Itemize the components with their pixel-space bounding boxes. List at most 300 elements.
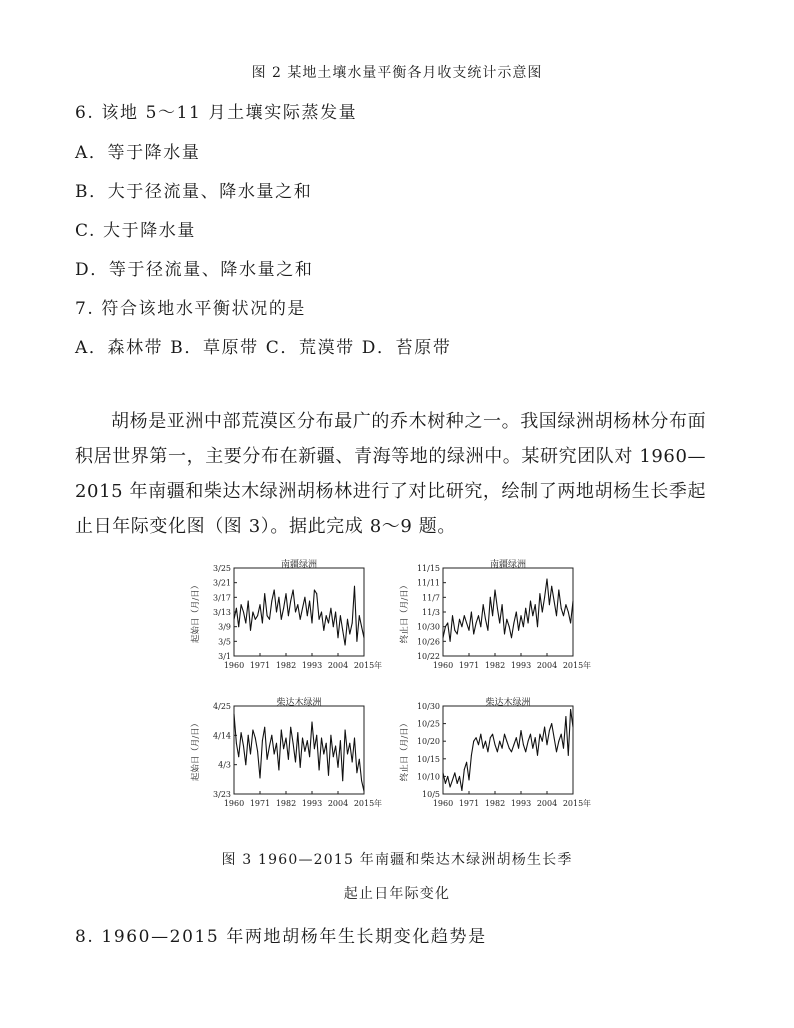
data-point [558,741,559,742]
data-point [321,738,322,739]
data-point [450,641,451,642]
data-point [461,790,462,791]
data-point [513,744,514,745]
data-point [264,593,265,594]
data-point [509,626,510,627]
data-point [338,637,339,638]
data-point [473,741,474,742]
data-point [286,738,287,739]
data-point [452,615,453,616]
data-point [483,748,484,749]
data-point [290,727,291,728]
data-point [502,748,503,749]
question-6-option-b: B．大于径流量、降水量之和 [75,182,313,202]
data-point [464,615,465,616]
data-point [364,637,365,638]
x-tick-label: 2015 [353,661,375,670]
x-tick-label: 1960 [223,799,245,808]
data-point [262,740,263,741]
data-point [506,741,507,742]
data-point [461,626,462,627]
data-point [492,734,493,735]
data-point [248,601,249,602]
data-point [342,630,343,631]
data-point [499,741,500,742]
data-point [561,734,562,735]
y-tick-label: 4/3 [218,760,231,770]
data-point [300,767,301,768]
series-line [443,710,573,791]
y-axis-label: 起始日（月/日） [191,580,201,644]
data-point [535,604,536,605]
data-point [565,716,566,717]
series-line [443,579,573,641]
data-point [487,751,488,752]
data-point [523,626,524,627]
y-tick-label: 10/22 [416,652,440,661]
data-point [549,604,550,605]
data-point [250,630,251,631]
data-point [269,746,270,747]
data-point [323,630,324,631]
y-tick-label: 10/25 [416,719,440,729]
figure-3-caption-line1: 图 3 1960—2015 年南疆和柴达木绿洲胡杨生长季 [221,852,573,868]
data-point [495,744,496,745]
data-point [523,744,524,745]
data-point [443,637,444,638]
y-tick-label: 11/15 [416,564,440,573]
data-point [328,775,329,776]
data-point [454,772,455,773]
data-point [521,615,522,616]
data-point [342,780,343,781]
x-tick-label: 1971 [249,661,271,670]
y-tick-label: 3/17 [213,593,231,603]
data-point [345,730,346,731]
data-point [466,762,467,763]
x-tick-label: 1982 [484,661,506,670]
x-unit-label: 年 [583,661,591,670]
data-point [278,597,279,598]
series-line [234,586,364,645]
data-point [356,641,357,642]
data-point [573,727,574,728]
data-point [568,755,569,756]
x-unit-label: 年 [583,799,591,808]
data-point [511,751,512,752]
data-point [471,755,472,756]
data-point [554,601,555,602]
data-point [528,741,529,742]
data-point [457,634,458,635]
data-point [549,730,550,731]
data-point [314,748,315,749]
x-tick-label: 1982 [484,799,506,808]
x-tick-label: 1971 [458,799,480,808]
data-point [297,604,298,605]
y-tick-label: 3/5 [218,637,231,647]
data-point [281,619,282,620]
data-point [304,597,305,598]
data-point [309,756,310,757]
y-tick-label: 10/10 [416,772,440,782]
data-point [497,608,498,609]
data-point [250,754,251,755]
data-point [352,623,353,624]
data-point [558,590,559,591]
data-point [554,737,555,738]
question-8-stem: 8. 1960—2015 年两地胡杨年生长期变化趋势是 [75,927,487,947]
data-point [361,780,362,781]
x-tick-label: 2004 [327,661,349,670]
y-tick-label: 11/11 [416,578,440,588]
series-line [234,714,364,791]
data-point [504,734,505,735]
x-tick-label: 2015 [562,661,584,670]
data-point [238,626,239,627]
y-tick-label: 10/30 [416,622,440,632]
data-point [516,737,517,738]
data-point [297,732,298,733]
data-point [542,741,543,742]
data-point [487,630,488,631]
data-point [528,623,529,624]
plot-frame [443,568,573,656]
data-point [243,746,244,747]
data-point [518,748,519,749]
data-point [469,630,470,631]
data-point [314,590,315,591]
data-point [478,744,479,745]
y-tick-label: 3/21 [213,578,231,588]
y-tick-label: 3/23 [213,790,231,799]
data-point [539,593,540,594]
chart-qaidam-start [186,696,381,820]
x-tick-label: 2015 [353,799,375,808]
data-point [234,619,235,620]
data-point [276,743,277,744]
data-point [255,619,256,620]
data-point [361,626,362,627]
reading-passage: 胡杨是亚洲中部荒漠区分布最广的乔木树种之一。我国绿洲胡杨林分布面积居世界第一，主要分布在新疆、青海等地的绿洲中。某研究团队对 1960—2015 年南疆和柴达木绿洲胡杨林进行了对比研究，绘制了两地胡杨生长季起止日年际变化图（图 3）。据此完成 8～9 题。 [75,411,707,537]
data-point [521,730,522,731]
data-point [312,623,313,624]
chart-title: 南疆绿洲 [280,560,318,570]
data-point [276,612,277,613]
data-point [445,626,446,627]
data-point [359,615,360,616]
data-point [537,755,538,756]
data-point [245,764,246,765]
y-tick-label: 3/25 [213,564,231,573]
data-point [293,590,294,591]
question-6-option-a: A．等于降水量 [75,143,201,163]
x-tick-label: 1993 [301,799,323,808]
data-point [283,748,284,749]
data-point [480,626,481,627]
data-point [319,619,320,620]
question-6-stem: 6. 该地 5～11 月土壤实际蒸发量 [75,103,358,123]
data-point [530,734,531,735]
data-point [340,615,341,616]
data-point [286,593,287,594]
data-point [264,727,265,728]
data-point [551,586,552,587]
data-point [473,634,474,635]
data-point [570,623,571,624]
data-point [561,608,562,609]
data-point [295,612,296,613]
data-point [356,772,357,773]
data-point [556,751,557,752]
data-point [464,769,465,770]
figure-3-caption-line2: 起止日年际变化 [343,886,451,902]
data-point [288,759,289,760]
data-point [257,751,258,752]
data-point [295,762,296,763]
y-tick-label: 10/15 [416,754,440,764]
data-point [252,730,253,731]
data-point [490,737,491,738]
data-point [304,751,305,752]
data-point [476,623,477,624]
data-point [466,623,467,624]
data-point [516,612,517,613]
y-tick-label: 10/30 [416,702,440,711]
data-point [563,748,564,749]
chart-nanjiang-start [186,558,381,680]
data-point [300,619,301,620]
data-point [260,778,261,779]
y-tick-label: 11/7 [422,593,440,603]
x-tick-label: 1960 [223,661,245,670]
data-point [274,754,275,755]
data-point [243,612,244,613]
data-point [471,612,472,613]
data-point [241,604,242,605]
data-point [447,623,448,624]
data-point [364,791,365,792]
data-point [495,590,496,591]
data-point [359,759,360,760]
data-point [542,612,543,613]
data-point [245,623,246,624]
data-point [539,734,540,735]
data-point [236,743,237,744]
chart-title: 南疆绿洲 [489,560,527,570]
data-point [267,759,268,760]
y-tick-label: 4/14 [213,731,231,741]
data-point [565,604,566,605]
data-point [443,772,444,773]
data-point [502,604,503,605]
data-point [241,732,242,733]
x-tick-label: 2004 [536,799,558,808]
data-point [483,604,484,605]
data-point [278,770,279,771]
data-point [485,619,486,620]
data-point [497,751,498,752]
data-point [532,748,533,749]
data-point [328,623,329,624]
data-point [547,579,548,580]
data-point [445,783,446,784]
data-point [547,744,548,745]
x-unit-label: 年 [374,661,382,670]
data-point [302,608,303,609]
question-7-options: A．森林带 B．草原带 C．荒漠带 D．苔原带 [75,338,452,358]
data-point [349,634,350,635]
data-point [283,608,284,609]
data-point [319,770,320,771]
data-point [492,615,493,616]
data-point [535,737,536,738]
data-point [573,601,574,602]
data-point [530,601,531,602]
y-tick-label: 11/3 [422,608,440,617]
data-point [511,637,512,638]
data-point [267,615,268,616]
data-point [238,756,239,757]
data-point [525,608,526,609]
data-point [335,612,336,613]
question-6-option-d: D．等于径流量、降水量之和 [75,260,314,280]
data-point [563,615,564,616]
data-point [518,630,519,631]
data-point [349,743,350,744]
x-tick-label: 1982 [275,799,297,808]
x-tick-label: 1971 [458,661,480,670]
y-tick-label: 10/20 [416,737,440,747]
data-point [525,751,526,752]
data-point [234,714,235,715]
question-6-option-c: C. 大于降水量 [75,221,197,241]
data-point [454,630,455,631]
data-point [321,612,322,613]
figure-2-caption: 图 2 某地土壤水量平衡各月收支统计示意图 [251,65,543,81]
x-unit-label: 年 [374,799,382,808]
data-point [459,776,460,777]
y-axis-label: 终止日（月/日） [400,718,410,782]
data-point [340,740,341,741]
x-tick-label: 1982 [275,661,297,670]
data-point [544,727,545,728]
data-point [262,623,263,624]
data-point [469,779,470,780]
data-point [257,615,258,616]
data-point [499,623,500,624]
y-tick-label: 10/26 [416,637,440,647]
data-point [330,608,331,609]
x-tick-label: 1971 [249,799,271,808]
data-point [480,734,481,735]
data-point [274,590,275,591]
y-axis-label: 终止日（月/日） [400,580,410,644]
data-point [316,593,317,594]
x-tick-label: 2004 [536,661,558,670]
data-point [271,735,272,736]
x-tick-label: 2015 [562,799,584,808]
data-point [338,767,339,768]
data-point [260,604,261,605]
data-point [248,735,249,736]
data-point [309,601,310,602]
data-point [252,612,253,613]
data-point [509,748,510,749]
x-tick-label: 1993 [510,661,532,670]
data-point [504,634,505,635]
data-point [551,723,552,724]
data-point [347,754,348,755]
data-point [478,615,479,616]
data-point [335,746,336,747]
data-point [532,615,533,616]
data-point [307,615,308,616]
data-point [537,626,538,627]
data-point [556,615,557,616]
data-point [347,619,348,620]
data-point [302,738,303,739]
data-point [269,619,270,620]
data-point [281,730,282,731]
data-point [452,779,453,780]
y-tick-label: 10/5 [422,790,440,799]
data-point [288,615,289,616]
data-point [312,722,313,723]
data-point [570,709,571,710]
data-point [316,735,317,736]
x-tick-label: 1960 [432,799,454,808]
data-point [476,737,477,738]
data-point [333,626,334,627]
x-tick-label: 1993 [510,799,532,808]
data-point [354,586,355,587]
data-point [326,743,327,744]
y-tick-label: 3/13 [213,608,231,617]
data-point [457,783,458,784]
data-point [326,615,327,616]
data-point [293,743,294,744]
y-tick-label: 4/25 [213,702,231,711]
chart-qaidam-end [395,696,610,820]
data-point [271,601,272,602]
y-tick-label: 3/1 [218,652,231,661]
chart-title: 柴达木绿洲 [276,698,322,708]
data-point [513,623,514,624]
data-point [352,762,353,763]
data-point [345,645,346,646]
data-point [323,754,324,755]
data-point [290,601,291,602]
data-point [354,738,355,739]
x-tick-label: 2004 [327,799,349,808]
data-point [236,608,237,609]
data-point [307,740,308,741]
data-point [333,756,334,757]
y-tick-label: 3/9 [218,622,231,632]
x-tick-label: 1960 [432,661,454,670]
data-point [330,735,331,736]
data-point [490,597,491,598]
chart-nanjiang-end [395,558,610,680]
data-point [485,741,486,742]
data-point [544,597,545,598]
chart-title: 柴达木绿洲 [485,698,531,708]
question-7-stem: 7. 符合该地水平衡状况的是 [75,299,307,319]
data-point [447,776,448,777]
data-point [459,619,460,620]
data-point [506,619,507,620]
